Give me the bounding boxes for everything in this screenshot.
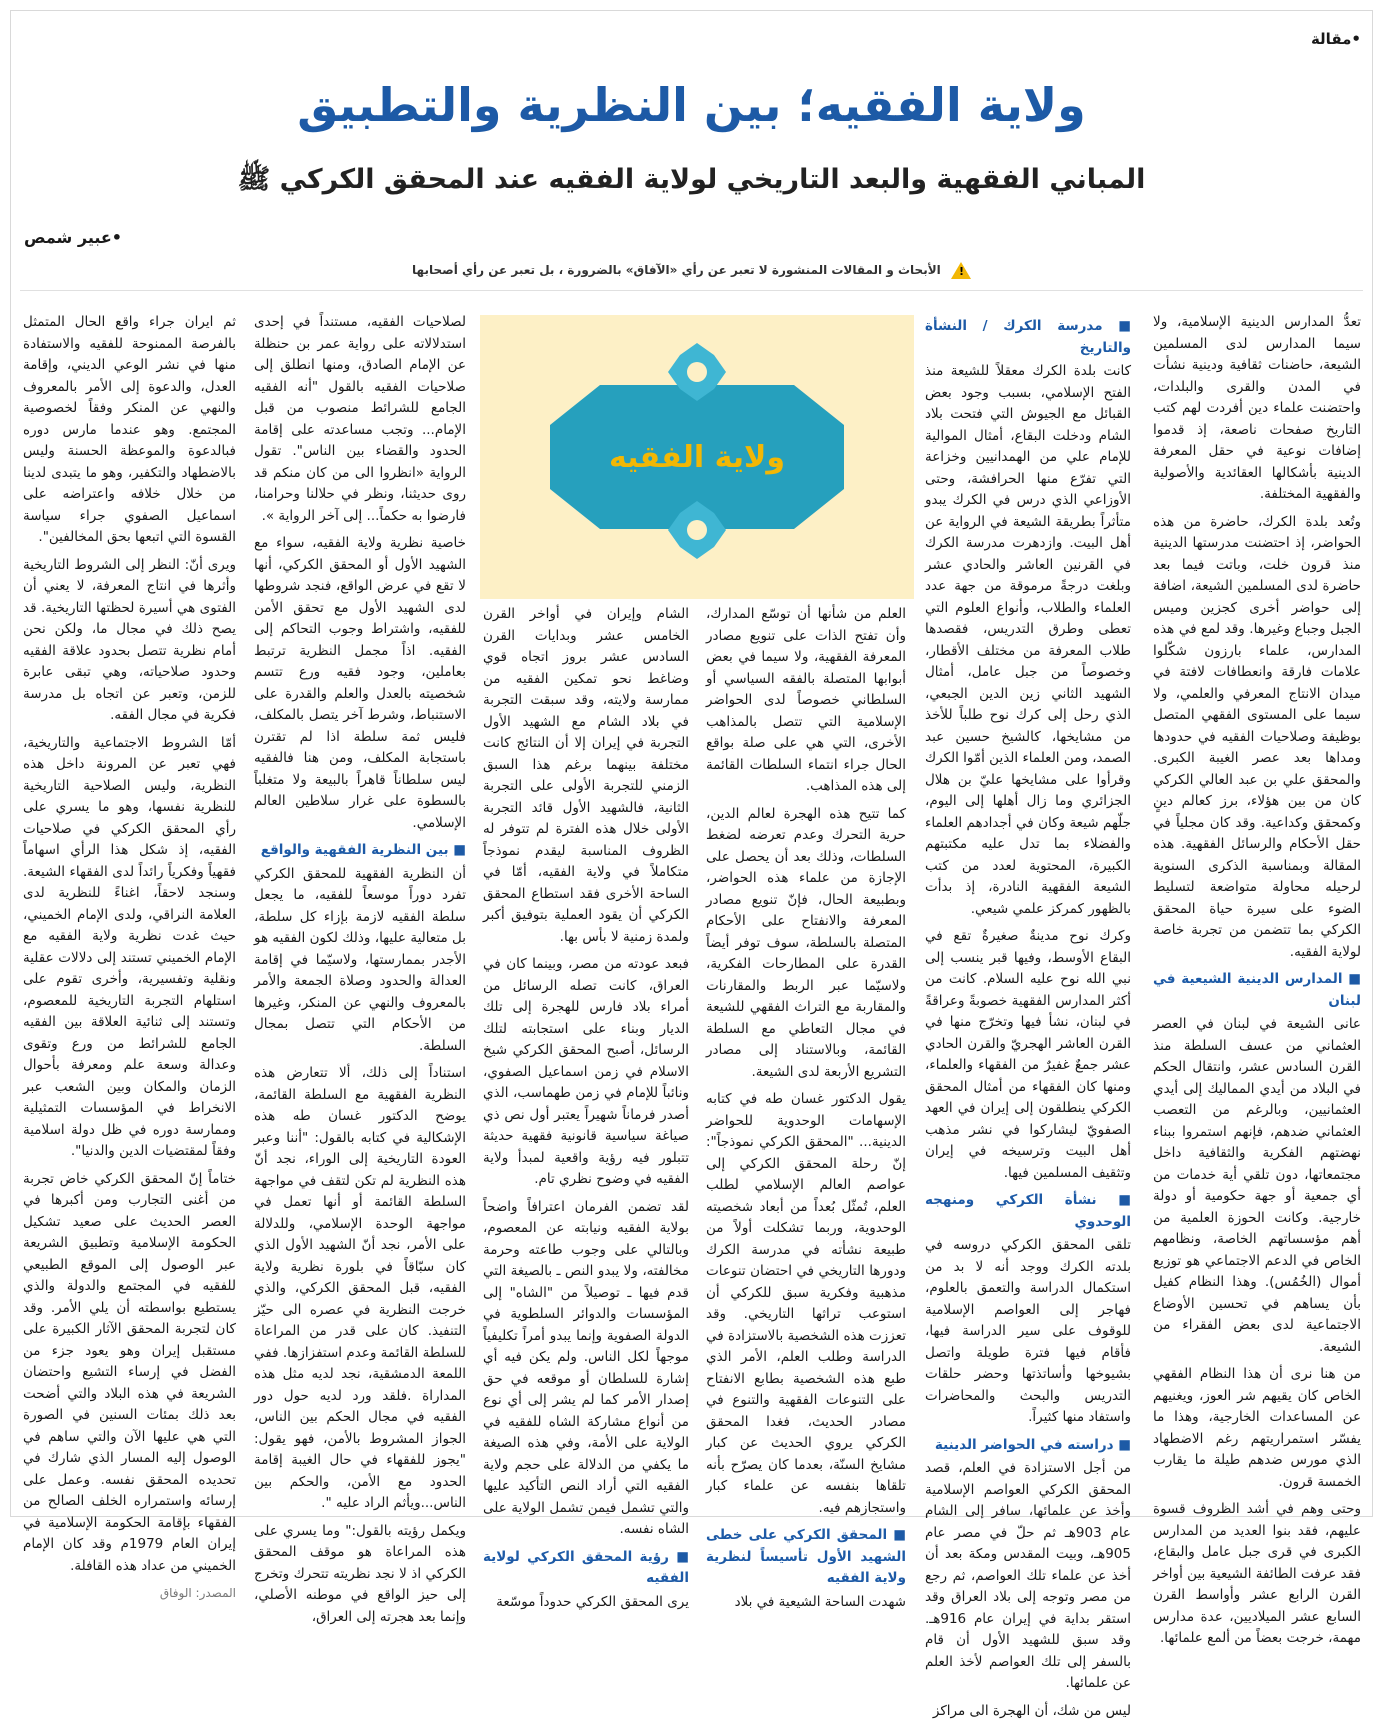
column-6	[23, 312, 236, 1511]
subtitle: المباني الفقهية والبعد التاريخي لولاية الفقيه عند المحقق الكركي ﷺ	[0, 162, 1383, 202]
paragraph: كما تتيح هذه الهجرة لعالم الدين، حرية التحرك وعدم تعرضه لضغط السلطات، وذلك بعد أن يحصل على الإجازة من علماء هذه الحواضر، وبطبيعة الحال، فإنّ تنويع مصادر المعرفة والانفتاح على الأحكام المتصلة بالسلطة، سوف توفر أيضاً القدرة على المطارحات الفكرية، ولاسيّما عبر الربط والمقارنات والمقاربة مع التراث الفقهي للشيعة في مجال التعاطي مع السلطة القائمة، وبالاستناد إلى مصادر التشريع الأربعة لدى الشيعة.	[706, 804, 906, 1084]
column-2	[925, 312, 1131, 1511]
paragraph: العلم من شأنها أن توسّع المدارك، وأن تفتح الذات على تنويع مصادر المعرفة الفقهية، ولا سيما في بعض أبوابها المتصلة بالفقه السياسي أو السلطاني خصوصاً لدى الحواضر الإسلامية التي تتصل بالمذاهب الأخرى، التي هي على صلة بواقع الحال جراء انتماء السلطات القائمة إلى هذه المذاهب.	[706, 604, 906, 798]
subheading: ■ نشأة الكركي ومنهجه الوحدوي	[925, 1190, 1131, 1233]
paragraph: فبعد عودته من مصر، وبينما كان في العراق، كانت تصله الرسائل من أمراء بلاد فارس للهجرة إلى تلك الديار وبناء على استجابته لتلك الرسائل، أصبح المحقق الكركي شيخ الاسلام في زمن اسماعيل الصفوي، ونائباً للإمام في زمن طهماسب، الذي أصدر فرماناً شهيراً يعتبر أول نص ذي صياغة سياسية قانونية فقهية حديثة تتبلور فيه رؤية واقعية لمبدأ ولاية الفقيه في وضوح نظري تام.	[483, 954, 689, 1191]
paragraph: لصلاحيات الفقيه، مستنداً في إحدى استدلالاته على رواية عمر بن حنظلة عن الإمام الصادق، ومنها انطلق إلى صلاحيات الفقيه بالقول "أنه الفقيه الجامع للشرائط منصوب من قبل الإمام... وتجب مساعدته على إقامة الحدود والقضاء بين الناس". تقول الرواية «انظروا الى من كان منكم قد روى حديثنا، ونظر في حلالنا وحرامنا، فارضوا به حكماً... إلى آخر الرواية ».	[254, 312, 466, 527]
paragraph: وتُعد بلدة الكرك، حاضرة من هذه الحواضر، إذ احتضنت مدرستها الدينية منذ قرون خلت، وباتت فيما بعد حاضرة لدى المسلمين الشيعة، اضافة إلى حواضر أخرى كجزين وميس الجبل وجباع وغيرها. وقد لمع في هذه المدارس، علماء بارزون شكّلوا علامات فارقة وانعطافات لافتة في ميدان الانتاج المعرفي والعلمي، ولا سيما على المستوى الفقهي المتصل بوظيفة وصلاحيات الفقيه في حدودها ومداها بعد عصر الغيبة الكبرى. والمحقق علي بن عبد العالي الكركي كان من بين هؤلاء، برز كعالم دينٍ وكمحقق وكداعية. وقد كان مجلياً في حقل الأحكام والرسائل الفقهية. هذه المقالة وبمناسبة الذكرى السنوية لرحيله محاولة متواضعة لتسليط الضوء على سيرة حياة المحقق الكركي بما تتضمن من تجربة خاصة لولاية الفقيه.	[1153, 512, 1361, 964]
paragraph: تعدُّ المدارس الدينية الإسلامية، ولا سيما المدارس لدى المسلمين الشيعة، حاضنات ثقافية ودينية نشأت في المدن والقرى والبلدات، واحتضنت علماء دين أفردت لهم كتب التاريخ صفحات ناصعة، إذ قدموا إضافات نوعية في حقل المعرفة الدينية بأشكالها العقائدية والأصولية والفقهية المختلفة.	[1153, 312, 1361, 506]
paragraph: من أجل الاستزادة في العلم، قصد المحقق الكركي العواصم الإسلامية وأخذ عن علمائها، سافر إلى الشام عام 903هـ ثم حلّ في مصر عام 905هـ، وبيت المقدس ومكة بعد أن أخذ عن علماء تلك العواصم، ثم رجع من مصر وتوجه إلى بلاد العراق وقد استقر بداية في إيران عام 916هـ. وقد سبق للشهيد الأول أن قام بالسفر إلى تلك العواصم لأخذ العلم عن علمائها.	[925, 1458, 1131, 1695]
paragraph: ويكمل رؤيته بالقول:" وما يسري على هذه المراعاة هو موقف المحقق الكركي اذ لا نجد نظريته تتحرك وتخرج إلى حيز الواقع في موطنه الأصلي، وإنما بعد هجرته إلى العراق،	[254, 1521, 466, 1629]
subheading: ■ دراسته في الحواضر الدينية	[925, 1435, 1131, 1457]
warning-icon	[951, 262, 971, 279]
paragraph: ختاماً إنّ المحقق الكركي خاض تجربة من أغنى التجارب ومن أكبرها في العصر الحديث على صعيد تشكيل الحكومة الإسلامية وتطبيق الشريعة عبر الوصول إلى الموقع الطبيعي للفقيه في المجتمع والدولة والذي يستطيع بواسطته أن يلي الأمر. وقد كان لتجربة المحقق الآثار الكبيرة على مستقبل إيران وهو يعود جزء من الفضل في إرساء التشيع واحتضان الشريعة في هذه البلاد والتي أضحت بعد ذلك بمئات السنين في الصورة التي هي عليها الآن والتي ساهم في الوصول إليه المسار الذي شارك في تحديده المحقق نفسه. وعمل على إرسائه واستمراره الخلف الصالح من الفقهاء بإقامة الحكومة الإسلامية في إيران العام 1979م وقد كان الإمام الخميني من عداد هذه القافلة.	[23, 1169, 236, 1578]
section-tag: •مقالة	[1311, 30, 1361, 48]
subheading: ■ المدارس الدينية الشيعية في لبنان	[1153, 969, 1361, 1012]
column-5	[254, 312, 466, 1511]
banner-graphic	[480, 315, 914, 599]
banner-image	[480, 315, 914, 599]
headline: ولاية الفقيه؛ بين النظرية والتطبيق	[0, 78, 1383, 132]
paragraph: خاصية نظرية ولاية الفقيه، سواء مع الشهيد الأول أو المحقق الكركي، أنها لا تقع في عرض الواقع، فنجد شروطها لدى الشهيد الأول مع تحقق الأمن للفقيه، واشتراط وجوب التحاكم إلى الفقيه. اذاً مجمل النظرية ترتبط بعاملين، وجود فقيه ورع تتسم شخصيته بالعدل والعلم والقدرة على الاستنباط، وشرط آخر يتصل بالمكلف، فليس ثمة سلطة اذا لم تقترن باستجابة المكلف، ومن هنا فالفقيه ليس سلطاناً قاهراً بالبيعة ولا متغلباً بالسطوة على غرار سلاطين العالم الإسلامي.	[254, 533, 466, 834]
paragraph: ليس من شك، أن الهجرة الى مراكز	[925, 1701, 1131, 1722]
banner-title: ولاية الفقيه	[609, 440, 785, 475]
paragraph: شهدت الساحة الشيعية في بلاد	[706, 1592, 906, 1614]
paragraph: يرى المحقق الكركي حدوداً موسّعة	[483, 1592, 689, 1614]
paragraph: لقد تضمن الفرمان اعترافاً واضحاً بولاية الفقيه ونيابته عن المعصوم، وبالتالي على وجوب طاعته وحرمة مخالفته، ولا يبدو النص ـ بالصيغة التي قدم فيها ـ توصيلاً من "الشاه" إلى المؤسسات والدوائر السلطوية في الدولة الصفوية وإنما يبدو أمراً تكليفياً موجهاً لكل الناس. ولم يكن فيه أي إشارة للسلطان أو موقعه في حق إصدار الأمر كما لم يشر إلى أي نوع من أنواع مشاركة الشاه للفقيه في الولاية على الأمة، وفي هذه الصيغة ما يكفي من الدلالة على حجم ولاية الفقيه التي أراد النص التأكيد عليها والتي تشمل فيمن تشمل الولاية على الشاه نفسه.	[483, 1197, 689, 1541]
paragraph: أن النظرية الفقهية للمحقق الكركي تفرد دوراً موسعاً للفقيه، ما يجعل سلطة الفقيه لازمة بإزاء كل سلطة، بل متعالية عليها، وذلك لكون الفقيه هو الأجدر بممارستها، ولاسيّما في إقامة العدالة والحدود وصلاة الجمعة والأمر بالمعروف والنهي عن المنكر، وغيرها من الأحكام التي تتصل بمجال السلطة.	[254, 864, 466, 1058]
subheading: ■ بين النظرية الفقهية والواقع	[254, 840, 466, 862]
paragraph: عانى الشيعة في لبنان في العصر العثماني من عسف السلطة منذ القرن السادس عشر، وانتقال الحكم في البلاد من أيدي المماليك إلى أيدي العثمانيين، وبالرغم من التعصب العثماني ضدهم، فإنهم استمروا ببناء نهضتهم الفكرية والثقافية داخل مجتمعاتها، دون تلقي أية خدمات من أي جمعية أو جهة حكومية أو دولة خارجية. وكانت الحوزة العلمية من أهم مؤسساتهم الخاصة، ونظامهم الخاص في الدعم الاجتماعي هو توزيع أموال (الخُمُس). وهذا النظام كفيل بأن يساهم في تحسين الأوضاع الاجتماعية لدى بعض الفقراء من الشيعة.	[1153, 1014, 1361, 1358]
paragraph: استناداً إلى ذلك، ألا تتعارض هذه النظرية الفقهية مع السلطة القائمة، يوضح الدكتور غسان طه هذه الإشكالية في كتابه بالقول: "أننا وعبر العودة التاريخية إلى الوراء، نجد أنّ هذه النظرية لم تكن لتقف في مواجهة السلطة القائمة أو أنها تعمل في مواجهة الوحدة الإسلامي، وللدلالة على الأمر، نجد أنّ الشهيد الأول الذي كان سبّاقاً في بلورة نظرية ولاية الفقيه، قبل المحقق الكركي، والذي خرجت النظرية في عصره الى حيّز التنفيذ. كان على قدر من المراعاة للسلطة القائمة وعدم استفزازها. ففي اللمعة الدمشقية، نجد لديه مثل هذه المداراة .فلقد ورد لديه حول دور الفقيه في مجال الحكم بين الناس، الجواز المشروط بالأمن، فهو يقول: "يجوز للفقهاء في حال الغيبة إقامة الحدود مع الأمن، والحكم بين الناس...ويأثم الراد عليه ".	[254, 1063, 466, 1515]
paragraph: كانت بلدة الكرك معقلاً للشيعة منذ الفتح الإسلامي، بسبب وجود بعض القبائل مع الجيوش التي فتحت بلاد الشام ودخلت البقاع، أمثال الموالية للإمام علي من الهمدانيين وخزاعة التي تفرّع منها الحرافشة، وحتى الأوزاعي الذي درس في الكرك يبدو متأثراً بطريقة الشيعة في الرواية عن أهل البيت. وازدهرت مدرسة الكرك في القرنين العاشر والحادي عشر وبلغت درجةً مرموقة من جهة عدد العلماء والطلاب، وأنواع العلوم التي تعطى وطرق التدريس، فقصدها طلاب المعرفة من مختلف الأقطار، وخصوصاً من جبل عامل، أمثال الشهيد الثاني زين الدين الجبعي، الذي رحل إلى كرك نوح طلباً للأخذ من مشايخها، كالشيخ حسين عبد الصمد، ومن العلماء الذين أمّوا الكرك وقرأوا على مشايخها عليّ بن هلال الجزائري وما زال أهلها إلى اليوم، جلّهم شيعة وكان في أجدادهم العلماء والفضلاء بما تدل عليه مكتبتهم الكبيرة، المحتوية لعدد من كتب الشيعة الفقهية النادرة، إذ بدأت بالظهور كمركز علمي شيعي.	[925, 361, 1131, 920]
subheading: ■ رؤية المحقق الكركي لولاية الفقيه	[483, 1547, 689, 1590]
paragraph: تلقى المحقق الكركي دروسه في بلدته الكرك ووجد أنه لا بد من استكمال الدراسة والتعمق بالعلوم، فهاجر إلى العواصم الإسلامية للوقوف على سير الدراسة فيها، فأقام فيها فترة طويلة واتصل بشيوخها وأساتذتها وحضر حلقات التدريس والبحث والمحاضرات واستفاد منها كثيراً.	[925, 1235, 1131, 1429]
paragraph: من هنا نرى أن هذا النظام الفقهي الخاص كان يقيهم شر العوز، ويغنيهم عن المساعدات الخارجية، وهذا ما يفسّر استمراريتهم رغم الاضطهاد الذي مورس ضدهم طيلة ما يقارب الخمسة قرون.	[1153, 1364, 1361, 1493]
paragraph: ثم ايران جراء واقع الحال المتمثل بالفرصة الممنوحة للفقيه والاستفادة منها في نشر الوعي الديني، وإقامة العدل، والدعوة إلى الأمر بالمعروف والنهي عن المنكر وفقاً لخصوصية المجتمع. وهو عندما مارس دوره فبالدعوة والموعظة الحسنة وليس بالاضطهاد والتكفير، وهو ما يتبدى لدينا من خلال خلافه واعتراضه على اسماعيل الصفوي جراء سياسة القسوة التي اتبعها بحق المخالفين".	[23, 312, 236, 549]
subheading: ■ المحقق الكركي على خطى الشهيد الأول تأسيساً لنظرية ولاية الفقيه	[706, 1525, 906, 1590]
disclaimer	[0, 262, 1383, 279]
paragraph: وحتى وهم في أشد الظروف قسوة عليهم، فقد بنوا العديد من المدارس الكبرى في قرى جبل عامل والبقاع، فقد عرفت الطائفة الشيعية بين أواخر القرن الرابع عشر وأواسط القرن السابع عشر الميلاديين، عدة مدارس مهمة، خرجت بعضاً من ألمع علمائها.	[1153, 1499, 1361, 1650]
column-3	[706, 604, 906, 1511]
source-credit: المصدر: الوفاق	[23, 1583, 236, 1605]
column-1	[1153, 312, 1361, 1511]
author-byline: •عبير شمص	[24, 228, 122, 247]
disclaimer-text: الأبحاث و المقالات المنشورة لا تعبر عن رأي «الآفاق» بالضرورة ، بل تعبر عن رأي أصحابها	[412, 263, 941, 277]
column-4	[483, 604, 689, 1511]
divider	[20, 290, 1363, 291]
subheading: ■ مدرسة الكرك / النشأة والتاريخ	[925, 316, 1131, 359]
ornament-top	[687, 362, 707, 382]
paragraph: الشام وإيران في أواخر القرن الخامس عشر وبدايات القرن السادس عشر بروز اتجاه قوي وضاغط نحو تمكين الفقيه من ممارسة ولايته، وقد سبقت التجربة في بلاد الشام مع الشهيد الأول التجربة في إيران إلا أن النتائج كانت مختلفة بينهما برغم هذا السبق الزمني للتجربة الأولى على التجربة الثانية، فالشهيد الأول قائد التجربة الأولى خلال هذه الفترة لم تتوفر له الظروف المناسبة ليقدم نموذجاً متكاملاً في ولاية الفقيه، أمّا في الساحة الأخرى فقد استطاع المحقق الكركي أن يقود العملية بتوفيق أكبر ولمدة زمنية لا بأس بها.	[483, 604, 689, 948]
paragraph: يقول الدكتور غسان طه في كتابه الإسهامات الوحدوية للحواضر الدينية... "المحقق الكركي نموذجاً": إنّ رحلة المحقق الكركي إلى عواصم العالم الإسلامي لطلب العلم، تُمثّل بُعداً من أبعاد شخصيته الوحدوية، وربما تشكلت أولاً من طبيعة نشأته في مدرسة الكرك ودورها التاريخي في احتضان تنوعات مذهبية وفكرية سبق للكركي أن استوعب تراثها التاريخي. وقد تعززت هذه الشخصية بالاستزادة في الدراسة وطلب العلم، الأمر الذي طبع هذه الشخصية بطابع الانفتاح على التنوعات الفقهية والتنوع في مصادر الحديث، فغدا المحقق الكركي يروي الحديث عن كبار مشايخ السنّة، بعدما كان يصرّح بأنه تلقاها بنفسه عن علماء كبار واستجازهم فيه.	[706, 1089, 906, 1519]
ornament-bottom	[687, 520, 707, 540]
paragraph: أمّا الشروط الاجتماعية والتاريخية، فهي تعبر عن المرونة داخل هذه النظرية، وليس الصلاحية التاريخية للنظرية نفسها، وهو ما يسري على رأي المحقق الكركي في صلاحيات الفقيه، إذ شكل هذا الرأي اسهاماً فقهياً وفكرياً رائداً لدى الفقهاء الشيعة. وسنجد لاحقاً، اغناءً للنظرية لدى العلامة النراقي، ولدى الإمام الخميني، حيث غدت نظرية ولاية الفقيه مع الإمام الخميني تستند إلى دلالات عقلية ونقلية وتفسيرية، وأخرى تقوم على استلهام التجربة التاريخية للمعصوم، وتستند إلى ثنائية العلاقة بين الفقيه الجامع للشرائط من ورع وتقوى وعدالة وسعة علم ومعرفة بأحوال الزمان والمكان وبين الشعب عبر الانخراط في المؤسسات التمثيلية وممارسة دوره في ظل دولة اسلامية وفقاً لمقتضيات الدين والدنيا".	[23, 733, 236, 1163]
paragraph: ويرى أنّ: النظر إلى الشروط التاريخية وأثرها في انتاج المعرفة، لا يعني أن الفتوى هي أسيرة لحظتها التاريخية. قد يصح ذلك في مجال ما، ولكن نحن أمام نظرية تتصل بحدود علاقة الفقيه وحدود صلاحياته، وهي تبقى عابرة للزمن، وتعبر عن اتجاه بل مدرسة فكرية في مجال الفقه.	[23, 555, 236, 727]
paragraph: وكرك نوح مدينةٌ صغيرةٌ تقع في البقاع الأوسط، وفيها قبر ينسب إلى نبي الله نوح عليه السلام. كانت من أكثر المدارس الفقهية خصوبةً وعراقةً في لبنان، نشأ فيها وتخرّج منها في القرن العاشر الهجريّ والقرن الحادي عشر جمعٌ غفيرٌ من الفقهاء والعلماء، ومنها كان الفقهاء من أمثال المحقق الكركي ينطلقون إلى إيران في العهد الصفويّ ليشاركوا في نشر مذهب أهل البيت وترسيخه في إيران وتثقيف المسلمين فيها.	[925, 926, 1131, 1184]
